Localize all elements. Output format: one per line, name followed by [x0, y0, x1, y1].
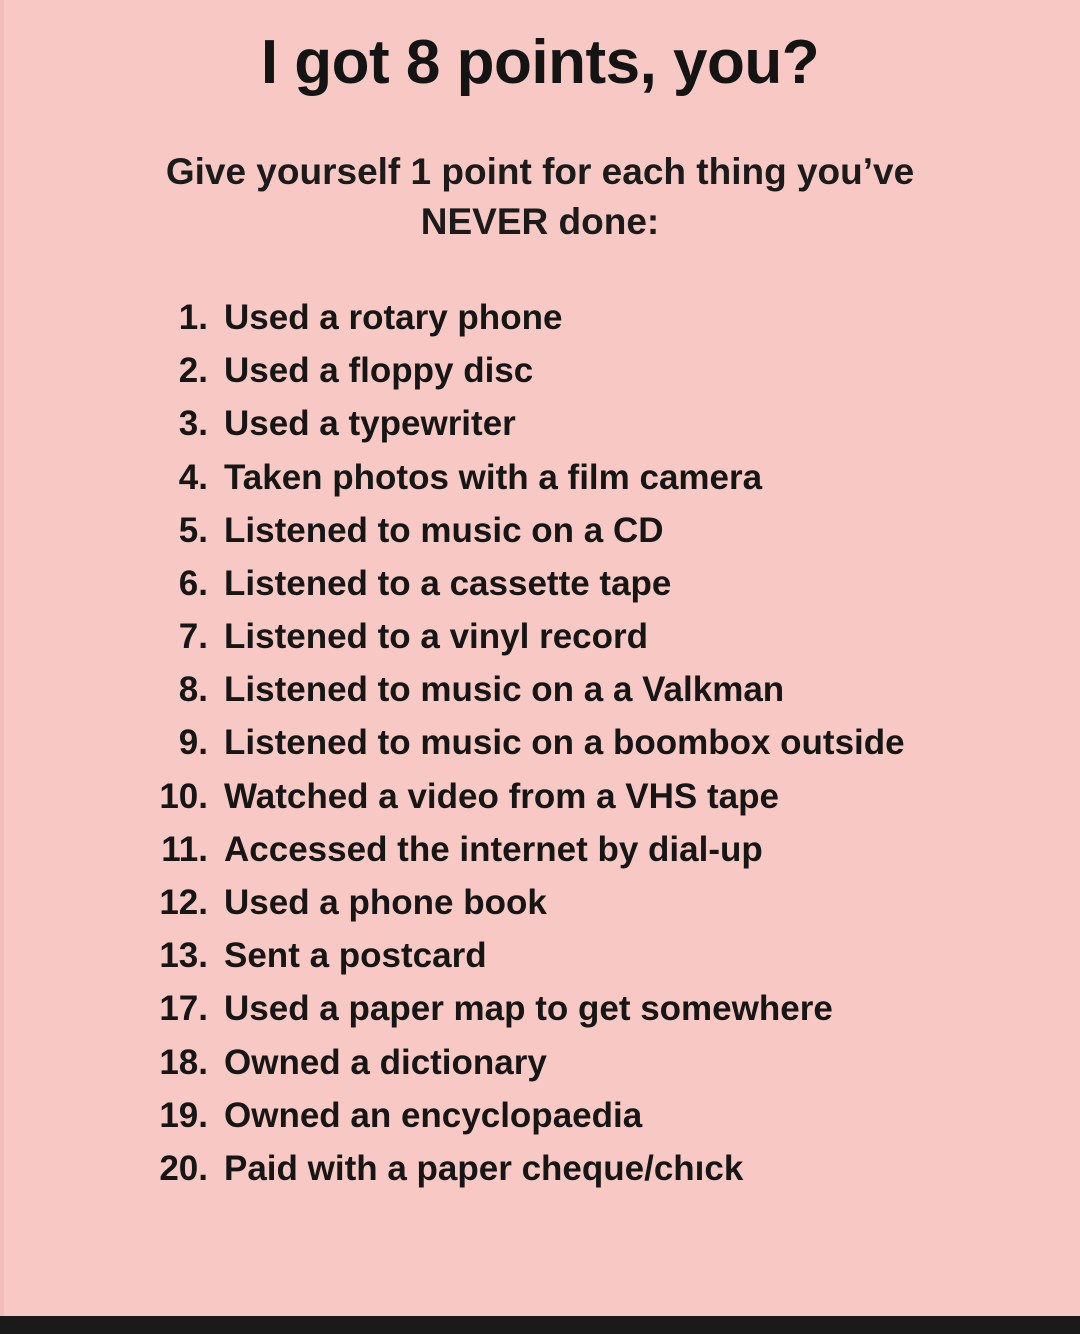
- list-item-label: Used a typewriter: [224, 404, 516, 444]
- checklist: [0, 291, 1080, 1195]
- list-item: [140, 823, 1040, 876]
- list-item-number: 12.: [159, 883, 208, 923]
- list-item-label: Taken photos with a film camera: [224, 457, 763, 497]
- list-item-number: 4.: [178, 457, 208, 497]
- list-item-number: 20.: [159, 1148, 208, 1188]
- list-item-label: Paid with a paper cheque/chıck: [224, 1148, 744, 1188]
- left-edge-strip: [0, 0, 4, 1334]
- list-item-number: 19.: [159, 1095, 208, 1135]
- list-item-number: 6.: [178, 563, 208, 603]
- list-item: [140, 451, 1040, 504]
- list-item: [140, 1089, 1040, 1142]
- list-item: [140, 557, 1040, 610]
- list-item: [140, 504, 1040, 557]
- list-item-number: 13.: [159, 936, 208, 976]
- list-item: [140, 929, 1040, 982]
- list-item-number: 11.: [161, 829, 208, 869]
- list-item-label: Used a floppy disc: [224, 351, 534, 391]
- list-item-number: 2.: [178, 351, 208, 391]
- list-item-label: Owned an encyclopaedia: [224, 1095, 643, 1135]
- list-item-number: 1.: [178, 297, 208, 337]
- list-item-number: 17.: [159, 989, 208, 1029]
- list-item-label: Used a phone book: [224, 883, 547, 923]
- list-item-label: Listened to a cassette tape: [224, 563, 672, 603]
- list-item-number: 10.: [159, 776, 208, 816]
- page-title: I got 8 points, you?: [260, 28, 820, 97]
- list-item-number: 8.: [178, 670, 208, 710]
- list-item-label: Accessed the internet by dial-up: [224, 829, 763, 869]
- list-item-number: 3.: [178, 404, 208, 444]
- list-item: [140, 610, 1040, 663]
- list-item: [140, 397, 1040, 450]
- list-item-label: Used a paper map to get somewhere: [224, 989, 833, 1029]
- list-item-label: Listened to music on a a Valkman: [224, 670, 785, 710]
- list-item: [140, 876, 1040, 929]
- list-item-label: Used a rotary phone: [224, 297, 563, 337]
- list-item-label: Owned a dictionary: [224, 1042, 547, 1082]
- list-item-number: 7.: [178, 617, 208, 657]
- list-item: [140, 344, 1040, 397]
- list-item: [140, 770, 1040, 823]
- list-item-label: Listened to a vinyl record: [224, 617, 648, 657]
- list-item-label: Sent a postcard: [224, 936, 487, 976]
- list-item-number: 18.: [159, 1042, 208, 1082]
- list-item-label: Listened to music on a boombox outside: [224, 723, 905, 763]
- bottom-bar: [0, 1316, 1080, 1334]
- list-item: [140, 291, 1040, 344]
- list-item: [140, 663, 1040, 716]
- instructions-text: Give yourself 1 point for each thing you’ve NEVER done:: [165, 151, 915, 243]
- list-item-label: Watched a video from a VHS tape: [224, 776, 779, 816]
- list-item-number: 9.: [178, 723, 208, 763]
- list-item: [140, 1036, 1040, 1089]
- list-item: [140, 716, 1040, 769]
- list-item: [140, 1142, 1040, 1195]
- list-item-label: Listened to music on a CD: [224, 510, 664, 550]
- list-item: [140, 982, 1040, 1035]
- list-item-number: 5.: [178, 510, 208, 550]
